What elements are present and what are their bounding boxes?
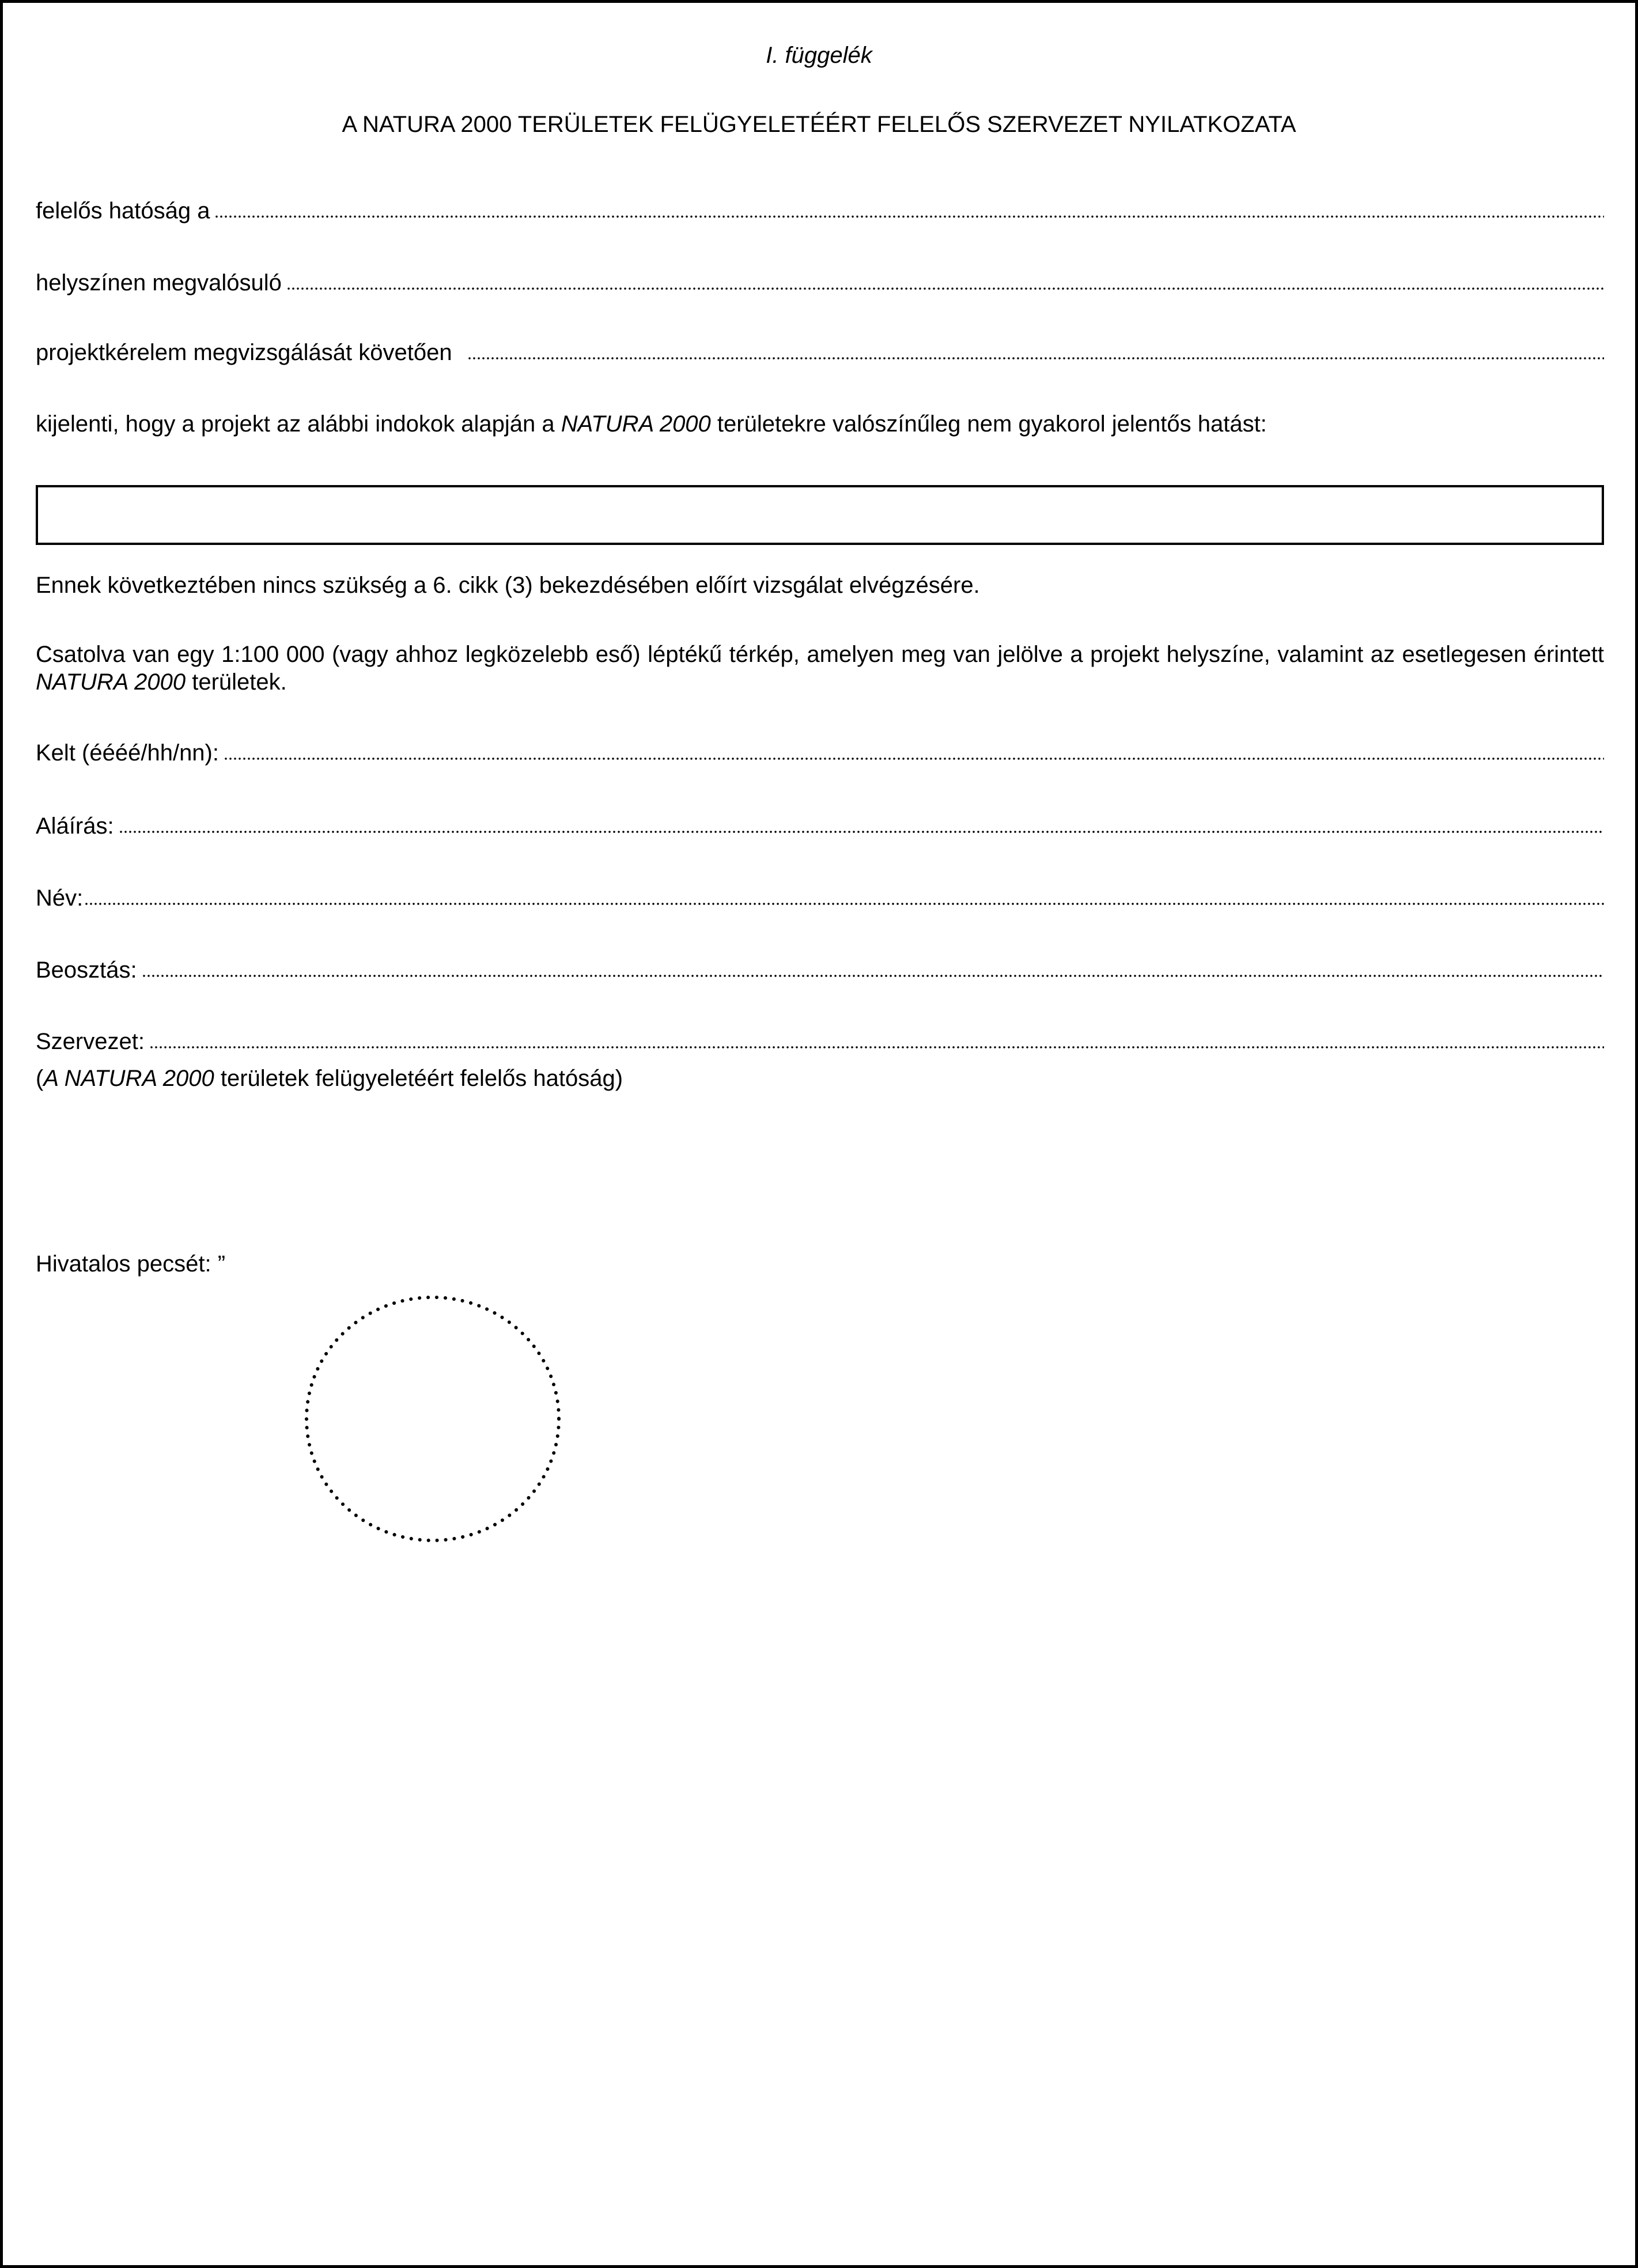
organization-note-open: (	[36, 1066, 44, 1091]
after-review-label: projektkérelem megvizsgálását követően	[36, 340, 452, 365]
date-field[interactable]	[36, 739, 1604, 767]
declaration-before: kijelenti, hogy a projekt az alábbi indokok alapján a	[36, 411, 561, 437]
position-field[interactable]	[36, 956, 1604, 984]
organization-dotted-line	[149, 1045, 1604, 1050]
position-label: Beosztás:	[36, 957, 137, 983]
after-review-dotted-line	[467, 356, 1604, 361]
on-site-dotted-line	[286, 286, 1604, 291]
organization-field[interactable]	[36, 1028, 1604, 1055]
name-dotted-line	[84, 902, 1604, 906]
authority-label: felelős hatóság a	[36, 198, 210, 224]
appendix-title: I. függelék	[766, 43, 872, 68]
organization-note-natura: A NATURA 2000	[43, 1066, 214, 1091]
position-dotted-line	[142, 974, 1604, 978]
reasons-input-box[interactable]	[36, 485, 1604, 545]
attachment-after: területek.	[186, 669, 287, 695]
signature-label: Aláírás:	[36, 813, 114, 839]
organization-note	[36, 1065, 1604, 1092]
consequence-text: Ennek következtében nincs szükség a 6. cikk (3) bekezdésében előírt vizsgálat elvégzésére.	[36, 573, 980, 598]
attachment-text	[36, 641, 1604, 696]
name-field[interactable]	[36, 884, 1604, 912]
declaration-natura: NATURA 2000	[561, 411, 711, 437]
after-review-field[interactable]	[36, 339, 1604, 366]
signature-dotted-line	[119, 830, 1604, 834]
date-label: Kelt (éééé/hh/nn):	[36, 740, 219, 766]
signature-field[interactable]	[36, 812, 1604, 840]
on-site-field[interactable]	[36, 269, 1604, 297]
date-dotted-line	[224, 756, 1604, 761]
on-site-label: helyszínen megvalósuló	[36, 270, 282, 296]
organization-note-rest: területek felügyeletéért felelős hatóság)	[214, 1066, 623, 1091]
main-heading: A NATURA 2000 TERÜLETEK FELÜGYELETÉÉRT FELELŐS SZERVEZET NYILATKOZATA	[342, 112, 1296, 137]
attachment-natura: NATURA 2000	[36, 669, 186, 695]
name-label: Név:	[36, 885, 84, 911]
official-stamp-circle	[304, 1295, 561, 1543]
declaration-after: területekre valószínűleg nem gyakorol jelentős hatást:	[710, 411, 1267, 437]
official-stamp-label: Hivatalos pecsét: ”	[36, 1251, 226, 1277]
attachment-before: Csatolva van egy 1:100 000 (vagy ahhoz legközelebb eső) léptékű térkép, amelyen meg van jelölve a projekt helyszíne, valamint az esetlegesen érintett	[36, 642, 1604, 667]
authority-dotted-line	[214, 214, 1604, 219]
authority-field[interactable]	[36, 197, 1604, 225]
organization-label: Szervezet:	[36, 1029, 145, 1054]
declaration-text	[36, 410, 1604, 438]
